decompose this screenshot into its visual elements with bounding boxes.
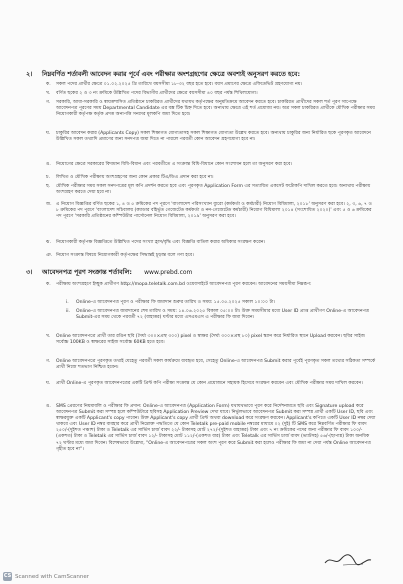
website-url: www.prebd.com bbox=[144, 269, 193, 276]
section-3-number: ৩। bbox=[26, 268, 33, 276]
list-item: ঘ. চাকুরির আবেদন করার (Applicants Copy) সকল শিক্ষাগত যোগ্যতাসহ সকল শিক্ষাগত যোগ্যতা উল্লেখ করতে হবে। অন্যথায় চাকুরির জন্য নির্ধারিত ছকে পূরণকৃত আবেদনে উল্লিখিত সকল তথ্যাদি প্রমাণের জন্য সনদপত্র জমা দিতে না পারলে পরবর্তী কোন আবেদন গ্রহণযোগ্য হবে না। bbox=[46, 131, 371, 143]
section-2-title: নিম্নবর্ণিত শর্তাবলী আবেদন করার পূর্বে এবং পরীক্ষার অংশগ্রহণের ক্ষেত্রে অবশ্যই অনুসরণ করতে হবে: bbox=[42, 70, 301, 78]
signature-icon bbox=[323, 552, 373, 568]
section-2-heading bbox=[26, 70, 300, 78]
list-item: ক. পরীক্ষায় অংশগ্রহণে ইচ্ছুক প্রার্থীগণ http://mopa.teletalk.com.bd ওয়েবসাইটে আবেদনপত্র পূরণ করবেন। আবেদনের সময়সীমা নিম্নরূপ: bbox=[46, 282, 312, 287]
section-2-number: ২। bbox=[26, 70, 33, 78]
list-item: জ. এ নিয়োগ বিজ্ঞপ্তির বর্ণিত ছকের ১, ৪ ও ৫ ক্রমিকের পদ পূরণে 'বাংলাদেশ পরিসংখ্যান ব্যুরো (কর্মকর্তা ও কর্মচারী) নিয়োগ বিধিমালা, ২০১৮' অনুসরণ করা হবে। ২, ৩, ৬, ৭ ও ৮ ক্রমিকের পদ পূরণে 'বাংলাদেশ সচিবালয় (ক্যাডার বহির্ভূত গেজেটেড কর্মকর্তা ও নন-গেজেটেড কর্মচারী) নিয়োগ বিধিমালা ২০১৪ (সংশোধিত ২০২০)' এবং ৫ ও ৬ ক্রমিকের পদ পূরণে 'সরকারি প্রতিষ্ঠানের কম্পিউটার পার্সোনেল নিয়োগ বিধিমালা, ২০১৯' অনুসরণ করা হবে। bbox=[46, 202, 372, 220]
section-3-title: আবেদনপত্র পূরণ সংক্রান্ত শর্তাবলি: bbox=[42, 268, 132, 276]
camscanner-icon: CS bbox=[3, 573, 12, 579]
list-item: ii. Online-এ আবেদনপত্র জমাদানের শেষ তারিখ ও সময়: ১৪.০৬.২০২৫ বিকাল ০৫:০০ টা। উক্ত সময়সীমার মধ্যে User ID প্রাপ্ত প্রার্থীগণ Online-এ আবেদনপত্র Submit-এর সময় থেকে পরবর্তী ৭২ (বাহাত্তর) ঘণ্টার মধ্যে এসএমএস এ পরীক্ষার ফি জমা দিবেন। bbox=[66, 309, 370, 321]
scanner-text: Scanned with CamScanner bbox=[15, 573, 89, 580]
list-item: গ. সরকারি, আধা-সরকারি ও স্বায়ত্তশাসিত প্রতিষ্ঠানে চাকরিরত প্রার্থীদের যথাযথ কর্তৃপক্ষের অনুমতিক্রমে আবেদন করতে হবে। চাকরিরত প্রার্থীদের সকল শর্ত পূরণ সাপেক্ষে আবেদনপত্র পূরণের সময় Departmental Candidate এর বক্স টিক চিহ্ন দিতে হবে। অন্যথায় ক্ষেত্রে এই শর্ত প্রযোজ্য নয়। অত্র সকল চাকরিরত প্রার্থীকে মৌখিক পরীক্ষার সময় নিয়োগকারী কর্তৃপক্ষ কর্তৃক প্রদত্ত অনাপত্তি সনদের মূলকপি জমা দিতে হবে। bbox=[46, 100, 375, 118]
scanner-watermark bbox=[3, 572, 89, 581]
list-item: i. Online-এ আবেদনপত্র পূরণ ও পরীক্ষার ফি জমাদান শুরুর তারিখ ও সময়: ১৫.০৫.২০২৫ সকাল ১০:০০ টা। bbox=[66, 300, 275, 305]
list-item: ছ. মৌখিক পরীক্ষার সময় সকল সনদপত্রের মূল কপি প্রদর্শন করতে হবে এবং পূরণকৃত Application Form এর সত্যায়িত একসেট ফটোকপি দাখিল করতে হবে। অন্যথায় পরীক্ষায় অংশগ্রহণ করতে দেয়া হবে না। bbox=[46, 184, 371, 196]
list-item: ঝ. নিয়োগকারী কর্তৃপক্ষ বিজ্ঞপ্তিতে উল্লিখিত পদের সংখ্যা হ্রাস/বৃদ্ধি এবং বিজ্ঞপ্তি বাতিল করার অধিকার সংরক্ষণ করেন। bbox=[46, 240, 266, 245]
list-item: ঙ. SMS প্রেরণের নিয়মাবলি ও পরীক্ষার ফি প্রদান: Online-এ আবেদনপত্র (Application Form) যথাযথভাবে পূরণ করে নির্দেশনামতে ছবি এবং Signature upload করে আবেদনপত্র Submit করা সম্পন্ন হলে কম্পিউটারে ছবিসহ Application Preview দেখা যাবে। নির্ভুলভাবে আবেদনপত্র Submit করা সম্পন্ন প্রার্থী একটি User ID, ছবি এবং স্বাক্ষরযুক্ত একটি Applicant's copy পাবেন। উক্ত Applicant's copy প্রার্থী প্রিন্ট অথবা download করে সংরক্ষণ করবেন। Applicant's কপিতে একটি User ID নম্বর দেয়া থাকবে এবং User ID নম্বর ব্যবহার করে প্রার্থী নিম্নোক্ত পদ্ধতিতে যে কোন Teletalk pre-paid mobile নম্বরের মাধ্যমে ০২ (দুই) টি SMS করে নিম্নবর্ণিত পরীক্ষার ফি বাবদ ২৫০/-(দুইশত পঞ্চাশ) টাকা ও Teletalk এর সার্ভিস চার্জ বাবদ ২২/- টাকাসহ মোট ২৭২/-(দুইশত বাহাত্তর) টাকা এবং ৭ নং ক্রমিকের পদের জন্য পরীক্ষার ফি বাবদ ১০০/-(একশত) টাকা ও Teletalk এর সার্ভিস চার্জ বাবদ ১২/- টাকাসহ মোট ১১২/-(একশত বার) টাকা এবং Teletalk এর সার্ভিস চার্জ বাবদ (ভ্যাটসহ) ৫৬/-(ছাপান্ন) টাকা অনধিক ৭২ ঘণ্টার মধ্যে জমা দিবেন। বিশেষভাবে উল্লেখ্য, "Online-এ আবেদনপত্রের সকল অংশ পূরণ করে Submit করা হলেও পরীক্ষার ফি জমা না দেয়া পর্যন্ত Online আবেদনপত্র গৃহীত হবে না"। bbox=[46, 404, 376, 452]
list-item: ঞ. নিয়োগ সংক্রান্ত বিষয়ে নিয়োগকারী কর্তৃপক্ষের সিদ্ধান্তই চূড়ান্ত বলে গণ্য হবে। bbox=[46, 253, 194, 258]
list-item: খ. Online আবেদনপত্রে প্রার্থী তার রঙিন ছবি (দৈর্ঘ্য ৩০০×প্রস্থ ৩০০) pixel ও স্বাক্ষর (দৈর্ঘ্য ৩০০×প্রস্থ ৮০) pixel স্ক্যান করে নির্ধারিত স্থানে Upload করবেন। ছবির সাইজ সর্বোচ্চ 100KB ও স্বাক্ষরের সাইজ সর্বোচ্চ 60KB হতে হবে। bbox=[46, 334, 365, 346]
list-item: গ. Online আবেদনপত্রে পূরণকৃত তথ্যই যেহেতু পরবর্তী সকল কার্যক্রমে ব্যবহৃত হবে, সেহেতু Online-এ আবেদনপত্র Submit করার পূর্বেই পূরণকৃত সকল তথ্যের সঠিকতা সম্পর্কে প্রার্থী নিজে শতভাগ নিশ্চিত হবেন। bbox=[46, 359, 376, 371]
list-item: ঘ. প্রার্থী Online-এ পূরণকৃত আবেদনপত্রের একটি প্রিন্ট কপি পরীক্ষা সংক্রান্ত যে কোন প্রয়োজনে সহায়ক হিসেবে সংরক্ষণ করবেন এবং মৌখিক পরীক্ষার সময় দাখিল করবেন। bbox=[46, 381, 363, 386]
list-item: ক. সকল পদের প্রার্থীর ক্ষেত্রে ০১.০২.২০২৫ খ্রি তারিখে বয়সসীমা ১৮-৩২ বছর হতে হবে। বয়স প্রমাণের ক্ষেত্রে এফিডেভিট গ্রহণযোগ্য নয়। bbox=[46, 82, 303, 87]
list-item: খ. বর্ণিত ছকের ২ ও ৩ নং ক্রমিকে উল্লিখিত পদের বিভাগীয় প্রার্থীদের ক্ষেত্রে বয়সসীমা ৪০ বছর পর্যন্ত শিথিলযোগ্য। bbox=[46, 91, 258, 96]
list-item: ঙ. নিয়োগের ক্ষেত্রে সরকারের বিদ্যমান বিধি-বিধান এবং পরবর্তীতে এ সংক্রান্ত বিধি-বিধানে কোন সংশোধন হলে তা অনুসরণ করা হবে। bbox=[46, 162, 293, 167]
list-item: চ. লিখিত ও মৌখিক পরীক্ষায় অংশগ্রহণের জন্য কোন প্রকার টিএ/ডিএ প্রদান করা হবে না। bbox=[46, 175, 214, 180]
section-3-heading bbox=[26, 268, 192, 277]
